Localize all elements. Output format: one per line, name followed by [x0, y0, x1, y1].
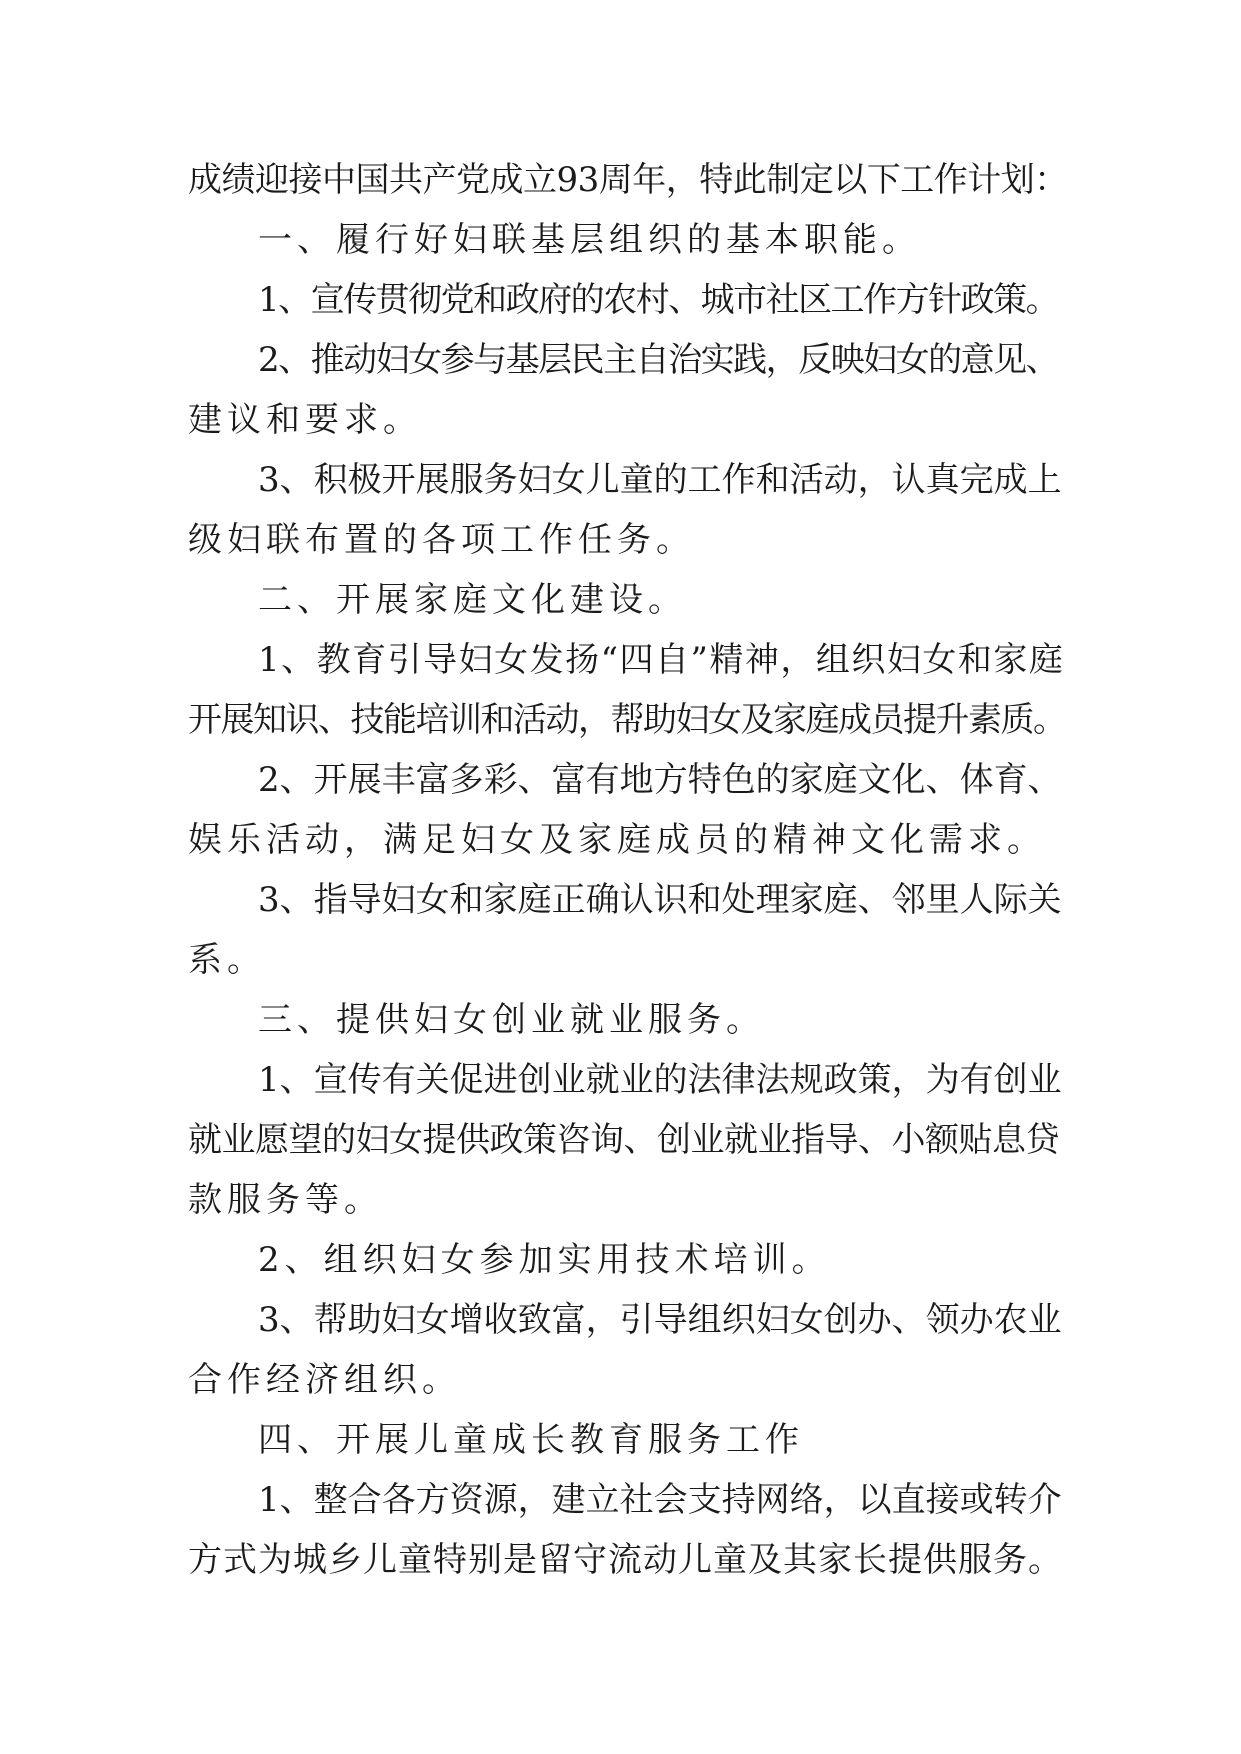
text-line: 开展知识、技能培训和活动，帮助妇女及家庭成员提升素质。: [188, 700, 1066, 740]
text-line: 方式为城乡儿童特别是留守流动儿童及其家长提供服务。: [188, 1540, 1063, 1580]
text-line: 级妇联布置的各项工作任务。: [188, 520, 695, 560]
section-heading: 三、提供妇女创业就业服务。: [258, 1000, 765, 1040]
text-line: 娱乐活动，满足妇女及家庭成员的精神文化需求。: [188, 820, 1046, 860]
text-line: 系。: [188, 940, 266, 980]
list-item: 2、推动妇女参与基层民主自治实践，反映妇女的意见、: [258, 340, 1059, 380]
list-item: 3、积极开展服务妇女儿童的工作和活动，认真完成上: [258, 460, 1062, 500]
list-item: 3、帮助妇女增收致富，引导组织妇女创办、领办农业: [258, 1300, 1062, 1340]
text-line: 成绩迎接中国共产党成立93周年，特此制定以下工作计划：: [188, 160, 1068, 200]
section-heading: 二、开展家庭文化建设。: [258, 580, 687, 620]
text-line: 建议和要求。: [188, 400, 422, 440]
text-line: 款服务等。: [188, 1180, 383, 1220]
list-item: 3、指导妇女和家庭正确认识和处理家庭、邻里人际关: [258, 880, 1062, 920]
section-heading: 四、开展儿童成长教育服务工作: [258, 1420, 804, 1460]
text-line: 合作经济组织。: [188, 1360, 461, 1400]
text-line: 就业愿望的妇女提供政策咨询、创业就业指导、小额贴息贷: [188, 1120, 1059, 1160]
document-body: [188, 150, 1068, 1590]
list-item: 1、整合各方资源，建立社会支持网络，以直接或转介: [258, 1480, 1062, 1520]
list-item: 1、宣传有关促进创业就业的法律法规政策，为有创业: [258, 1060, 1062, 1100]
list-item: 2、开展丰富多彩、富有地方特色的家庭文化、体育、: [258, 760, 1062, 800]
list-item: 1、宣传贯彻党和政府的农村、城市社区工作方针政策。: [258, 280, 1059, 320]
list-item: 2、组织妇女参加实用技术培训。: [258, 1240, 831, 1280]
list-item: 1、教育引导妇女发扬“四自”精神，组织妇女和家庭: [258, 640, 1065, 680]
section-heading: 一、履行好妇联基层组织的基本职能。: [258, 220, 921, 260]
